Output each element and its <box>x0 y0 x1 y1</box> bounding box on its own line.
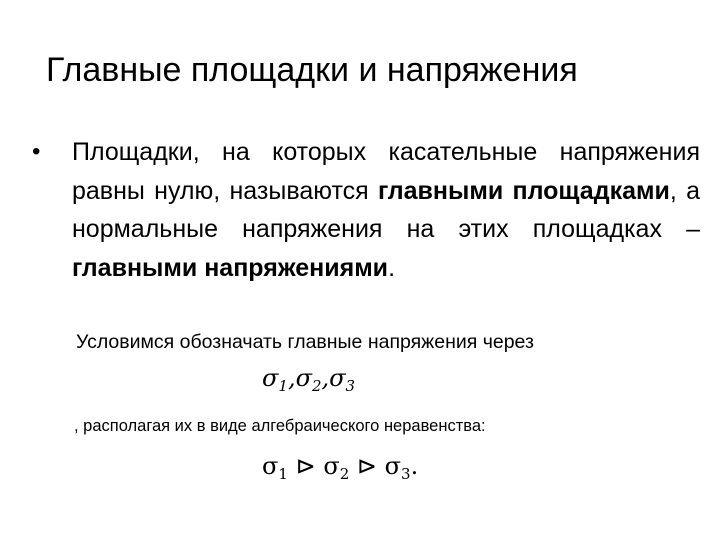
greater-than-operator: ⊳ <box>287 452 324 480</box>
sigma-symbol: σ <box>262 364 279 392</box>
subscript: 3 <box>345 377 356 395</box>
bullet-marker: • <box>32 138 41 165</box>
sigma-symbol: σ <box>262 452 279 480</box>
comma: , <box>287 364 296 392</box>
sigma-symbol: σ <box>323 452 340 480</box>
bullet-text-part-2: , а нормальные напряжения на этих площадках – <box>72 176 700 243</box>
bullet-text-part-1: Площадки, на которых касательные напряжения равны нулю, называются <box>72 138 700 205</box>
inequality-sentence: , располагая их в виде алгебраического неравенства: <box>74 417 486 435</box>
subscript: 2 <box>311 377 322 395</box>
period: . <box>410 452 419 480</box>
sigma-symbol: σ <box>295 364 312 392</box>
bullet-text-part-3: . <box>388 253 396 282</box>
bold-term-principal-planes: главными площадками <box>377 176 670 205</box>
subscript: 2 <box>339 465 350 483</box>
sigma-symbol: σ <box>384 452 402 480</box>
comma: , <box>321 364 330 392</box>
subscript: 3 <box>401 465 411 483</box>
notation-sentence: Условимся обозначать главные напряжения через <box>76 331 534 353</box>
bold-term-principal-stresses: главными напряжениями <box>72 253 389 282</box>
greater-than-operator: ⊳ <box>349 452 385 480</box>
formula-sigma-list <box>262 364 355 395</box>
subscript: 1 <box>278 377 288 395</box>
formula-inequality <box>262 452 418 483</box>
subscript: 1 <box>278 465 288 483</box>
bullet-text <box>72 133 700 287</box>
slide-title: Главные площадки и напряжения <box>46 51 578 89</box>
sigma-symbol: σ <box>329 364 346 392</box>
